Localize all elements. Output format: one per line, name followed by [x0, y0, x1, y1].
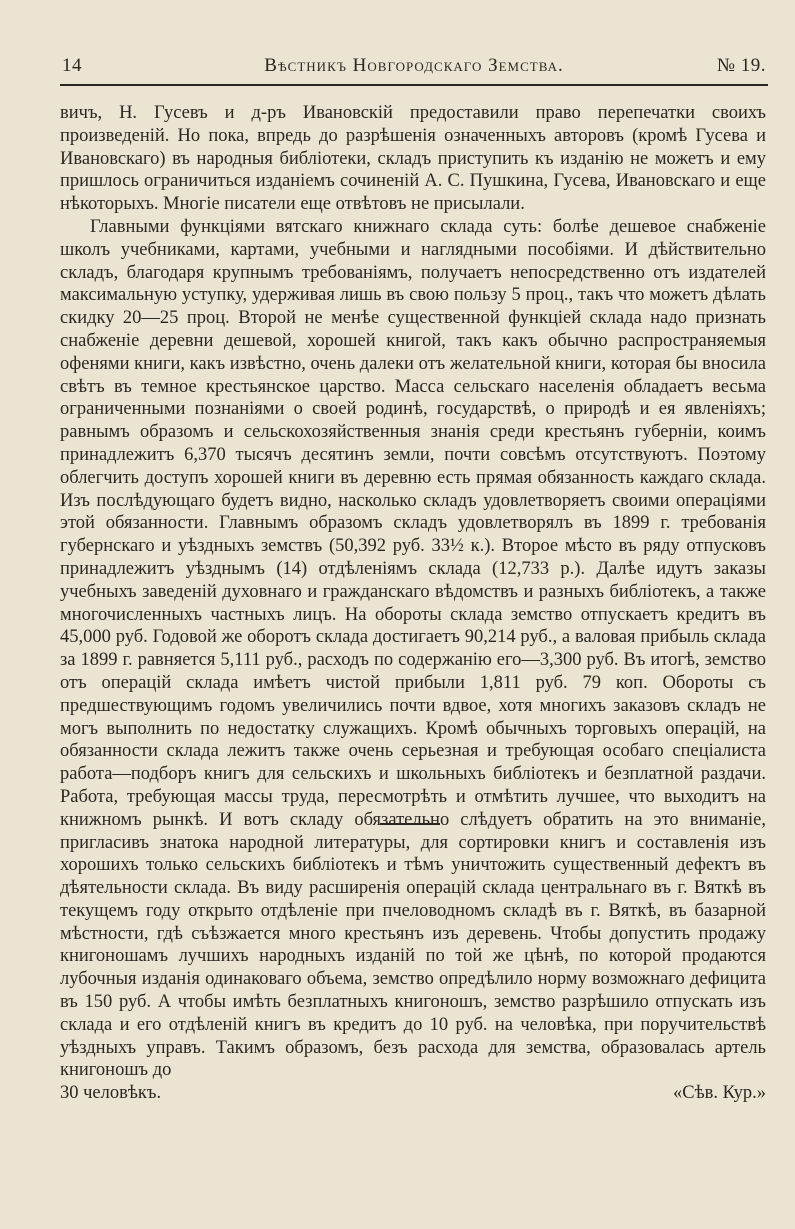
- closing-text: 30 человѣкъ.: [60, 1083, 162, 1104]
- source-attribution: «Сѣв. Кур.»: [673, 1083, 766, 1104]
- paragraph-main: Главными функціями вятскаго книжнаго склада суть: болѣе дешевое снабженіе школъ учебниками, картами, учебными и наглядными пособіями. И дѣйствительно складъ, благодаря крупнымъ требованіямъ, получаетъ непосредственно отъ издателей максимальную уступку, удерживая лишь въ свою пользу 5 проц., такъ что можетъ дѣлать скидку 20—25 проц. Второй не менѣе существенной функціей склада надо признать снабженіе деревни дешевой, хорошей книгой, такъ какъ обычно распространяемыя офенями книги, какъ извѣстно, очень далеки отъ желательной книги, которая бы вносила свѣтъ въ темное крестьянское царство. Масса сельскаго населенія обладаетъ весьма ограниченными познаніями о своей родинѣ, государствѣ, о природѣ и ея явленіяхъ; равнымъ образомъ и сельскохозяйственныя знанія среди крестьянъ губерніи, коимъ принадлежитъ 6,370 тысячъ десятинъ земли, почти совсѣмъ отсутствуютъ. Поэтому облегчить доступъ хорошей книги въ деревню есть прямая обязанность каждаго склада. Изъ послѣдующаго будетъ видно, насколько складъ удовлетворяетъ своими операціями этой обязанности. Главнымъ образомъ складъ удовлетворялъ въ 1899 г. требованія губернскаго и уѣздныхъ земствъ (50,392 руб. 33½ к.). Второе мѣсто въ ряду отпусковъ принадлежитъ уѣзднымъ (14) отдѣленіямъ склада (12,733 р.). Далѣе идутъ заказы учебныхъ заведеній духовнаго и гражданскаго вѣдомствъ и разныхъ библіотекъ, а также многочисленныхъ частныхъ лицъ. На обороты склада земство отпускаетъ кредитъ въ 45,000 руб. Годовой же оборотъ склада достигаетъ 90,214 руб., а валовая прибыль склада за 1899 г. равняется 5,111 руб., расходъ по содержанію его—3,300 руб. Въ итогѣ, земство отъ операцій склада имѣетъ чистой прибыли 1,811 руб. 79 коп. Обороты съ предшествующимъ годомъ увеличились почти вдвое, хотя многихъ заказовъ складъ не могъ выполнить по недостатку служащихъ. Кромѣ обычныхъ торговыхъ операцій, на обязанности склада лежитъ также очень серьезная и требующая особаго спеціалиста работа—подборъ книгъ для сельскихъ и школьныхъ библіотекъ и безплатной раздачи. Работа, требующая массы труда, пересмотрѣть и отмѣтить лучшее, что выходитъ на книжномъ рынкѣ. И вотъ складу обязательно слѣдуетъ обратить на это вниманіе, пригласивъ знатока народной литературы, для сортировки книгъ и составленія изъ хорошихъ только сельскихъ библіотекъ и тѣмъ уничтожить существенный дефектъ въ дѣятельности склада. Въ виду расширенія операцій склада центральнаго въ г. Вяткѣ въ текущемъ году открыто отдѣленіе при пчеловодномъ складѣ въ г. Вяткѣ, въ базарной мѣстности, гдѣ съѣзжается много крестьянъ изъ деревень. Чтобы допустить продажу книгоношамъ лучшихъ народныхъ изданій по той же цѣнѣ, по которой продаются лубочныя изданія одинаковаго объема, земство опредѣлило норму возможнаго дефицита въ 150 руб. А чтобы имѣть безплатныхъ книгоношъ, земство разрѣшило отпускать изъ склада и его отдѣленій книгъ въ кредитъ до 10 руб. на человѣка, при поручительствѣ уѣздныхъ управъ. Такимъ образомъ, безъ расхода для земства, образовалась артель книгоношъ до: [60, 216, 766, 1081]
- page-header: [62, 55, 766, 85]
- page-number: 14: [62, 55, 82, 76]
- journal-title: Вѣстникъ Новгородскаго Земства.: [264, 55, 564, 76]
- issue-number: № 19.: [716, 55, 766, 76]
- section-divider: [380, 823, 440, 825]
- paragraph-continuation: вичъ, Н. Гусевъ и д-ръ Ивановскій предоставили право перепечатки своихъ произведеній. Но пока, впредь до разрѣшенія означенныхъ авторовъ (кромѣ Гусева и Ивановскаго) въ народныя библіотеки, складъ приступить къ изданію не можетъ и ему пришлось ограничиться изданіемъ сочиненій А. С. Пушкина, Гусева, Ивановскаго и еще нѣкоторыхъ. Многіе писатели еще отвѣтовъ не присылали.: [60, 103, 766, 215]
- article-body: [60, 102, 766, 1105]
- header-rule: [60, 84, 768, 86]
- closing-line: [60, 1082, 766, 1105]
